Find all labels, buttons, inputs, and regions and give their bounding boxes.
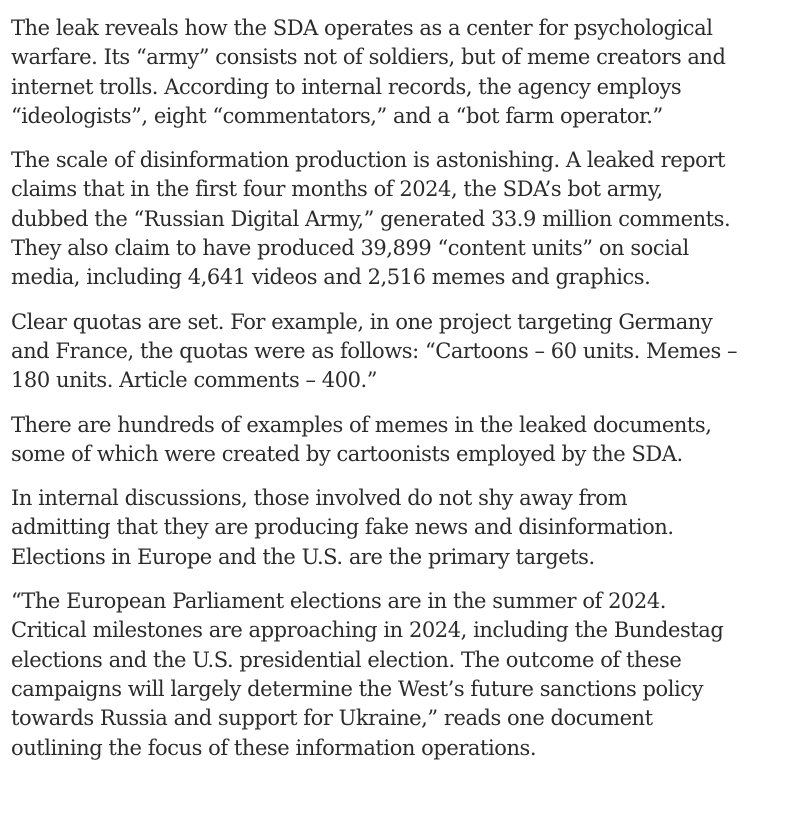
paragraph-quotas: Clear quotas are set. For example, in one project targeting Germany and France, the quotas were as follows: “Cartoons – 60 units. Memes – 180 units. Article comments – 400.” — [11, 309, 738, 393]
paragraph-election-quote: “The European Parliament elections are in the summer of 2024. Critical milestones are approaching in 2024, including the Bundestag elections and the U.S. presidential election. The outcome of these campaigns will largely determine the West’s future sanctions policy towards Russia and support for Ukraine,” reads one document outlining the focus of these information operations. — [11, 589, 724, 760]
paragraph-meme-examples: There are hundreds of examples of memes in the leaked documents, some of which were created by cartoonists employed by the SDA. — [11, 412, 712, 466]
paragraph-leak-overview: The leak reveals how the SDA operates as a center for psychological warfare. Its “army” consists not of soldiers, but of meme creators and internet trolls. According to internal records, the agency employs “ideologists”, eight “commentators,” and a “bot farm operator.” — [11, 16, 726, 128]
paragraph-disinformation-scale: The scale of disinformation production is astonishing. A leaked report claims that in the first four months of 2024, the SDA’s bot army, dubbed the “Russian Digital Army,” generated 33.9 million comments. They also claim to have produced 39,899 “content units” on social media, including 4,641 videos and 2,516 memes and graphics. — [11, 148, 731, 290]
paragraph-internal-discussions: In internal discussions, those involved do not shy away from admitting that they are producing fake news and disinformation. Elections in Europe and the U.S. are the primary targets. — [11, 486, 674, 569]
